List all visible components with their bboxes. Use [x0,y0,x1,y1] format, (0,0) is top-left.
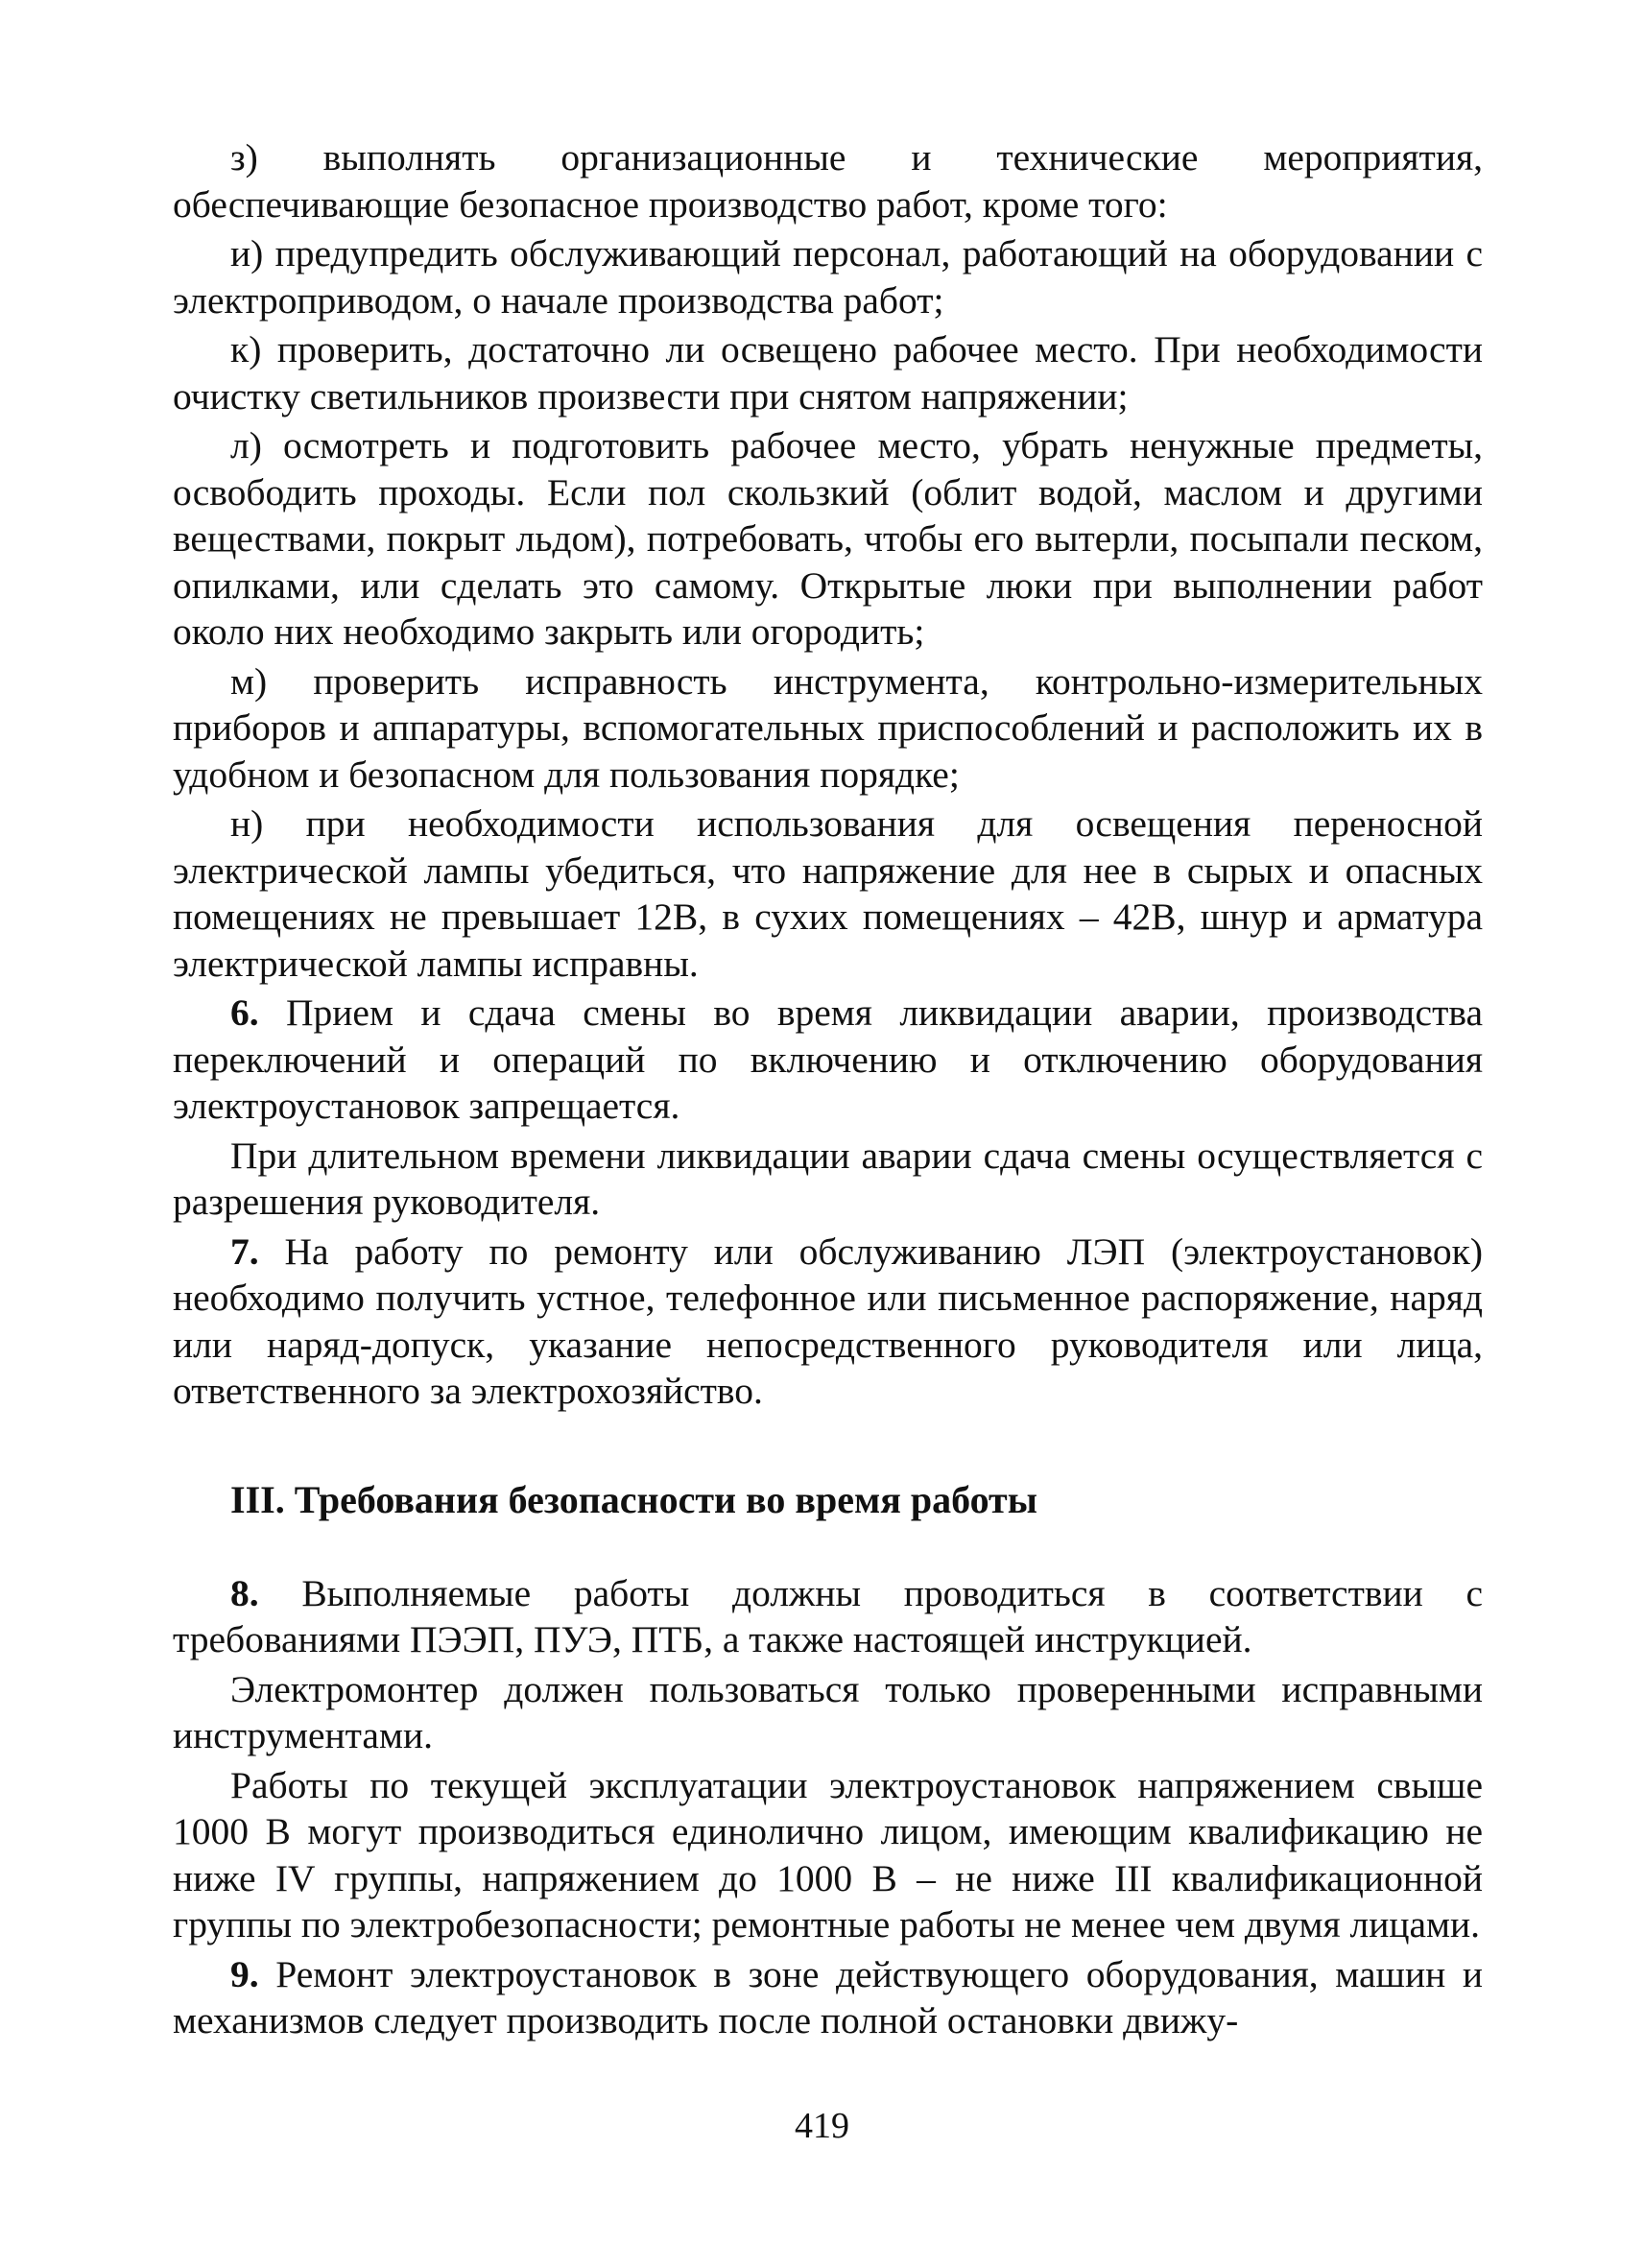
item-number: 6. [230,991,259,1034]
paragraph-text: м) проверить исправность инструмента, контрольно-измерительных приборов и аппаратуры, вспомогательных приспособлений и расположить их в удобном и безопасном для пользования порядке; [173,659,1483,796]
paragraph [173,1762,1483,1948]
item-number: 9. [230,1952,259,1995]
item-number: 7. [230,1229,259,1273]
paragraph [173,1133,1483,1226]
paragraph-text: Электромонтер должен пользоваться только проверенными исправными инструментами. [173,1667,1483,1756]
paragraph [173,326,1483,419]
paragraph [173,422,1483,656]
paragraphs-top [173,134,1483,1415]
item-number: 8. [230,1571,259,1614]
paragraph [173,1229,1483,1415]
paragraph-text: Работы по текущей эксплуатации электроустановок напряжением свыше 1000 В могут производиться единолично лицом, имеющим квалификацию не ниже IV группы, напряжением до 1000 В – не ниже III квалификационной группы по электробезопасности; ремонтные работы не менее чем двумя лицами. [173,1763,1483,1946]
paragraph-text: Прием и сдача смены во время ликвидации аварии, производства переключений и операций по включению и отключению оборудования электроустановок запрещается. [173,991,1484,1127]
section-heading: III. Требования безопасности во время работы [230,1477,1037,1521]
document-page [173,134,1483,2047]
paragraph [173,1570,1483,1663]
paragraph-text: Выполняемые работы должны проводиться в соответствии с требованиями ПЭЭП, ПУЭ, ПТБ, а также настоящей инструкцией. [173,1571,1483,1660]
page-number: 419 [795,2106,849,2146]
paragraph-text: При длительном времени ликвидации аварии сдача смены осуществляется с разрешения руководителя. [173,1134,1483,1223]
paragraph [173,1951,1483,2044]
paragraphs-bottom [173,1570,1483,2044]
paragraph-text: з) выполнять организационные и технические мероприятия, обеспечивающие безопасное производство работ, кроме того: [173,136,1483,226]
paragraph-text: Ремонт электроустановок в зоне действующего оборудования, машин и механизмов следует производить после полной остановки движу- [173,1952,1483,2041]
paragraph-text: к) проверить, достаточно ли освещено рабочее место. При необходимости очистку светильников произвести при снятом напряжении; [173,328,1483,418]
paragraph [173,800,1483,987]
paragraph [173,990,1483,1130]
paragraph-text: л) осмотреть и подготовить рабочее место, убрать ненужные предметы, освободить проходы. Если пол скользкий (облит водой, маслом и другими веществами, покрыт льдом), потребовать, чтобы его вытерли, посыпали песком, опилками, или сделать это самому. Открытые люки при выполнении работ около них необходимо закрыть или огородить; [173,424,1483,653]
paragraph-text: На работу по ремонту или обслуживанию ЛЭП (электроустановок) необходимо получить устное, телефонное или письменное распоряжение, наряд или наряд-допуск, указание непосредственного руководителя или лица, ответственного за электрохозяйство. [173,1229,1483,1412]
paragraph-text: и) предупредить обслуживающий персонал, работающий на оборудовании с электроприводом, о начале производства работ; [173,232,1483,322]
paragraph-text: н) при необходимости использования для освещения переносной электрической лампы убедиться, что напряжение для нее в сырых и опасных помещениях не превышает 12В, в сухих помещениях – 42В, шнур и арматура электрической лампы исправны. [173,802,1483,985]
paragraph [173,230,1483,323]
paragraph [173,658,1483,799]
paragraph [173,134,1483,227]
paragraph [173,1666,1483,1759]
